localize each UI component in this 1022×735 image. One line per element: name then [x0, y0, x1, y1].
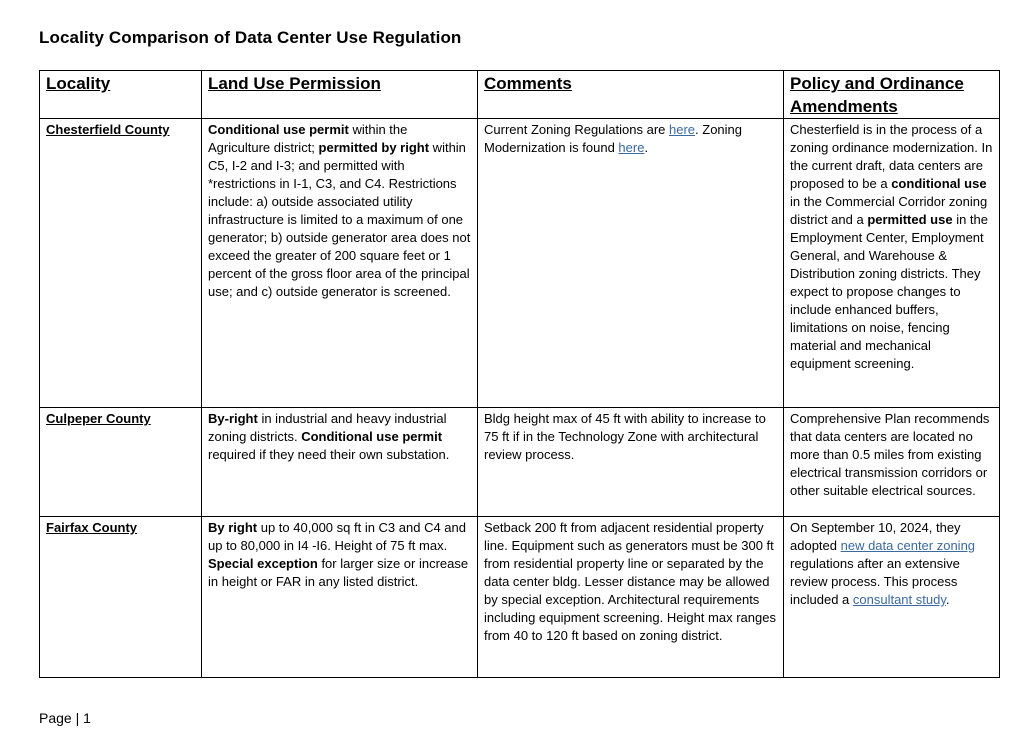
zoning-modernization-link[interactable]: here — [618, 140, 645, 155]
header-locality: Locality — [40, 71, 202, 119]
text-bold: permitted use — [867, 212, 953, 227]
locality-name: Chesterfield County — [46, 122, 170, 137]
text: for larger size or increase in height or FAR in any listed district. — [208, 556, 469, 589]
zoning-regulations-link[interactable]: here — [669, 122, 696, 137]
header-land-use: Land Use Permission — [202, 71, 478, 119]
table-row — [40, 119, 1000, 408]
text: within C5, I-2 and I-3; and permitted with *restrictions in I-1, C3, and C4. Restrictions include: a) outside associated utility infrastructure is limited to a maximum of one generator; b) outside generator area does not exceed the greater of 200 square feet or 1 percent of the gross floor area of the principal use; and c) outside generator is screened. — [208, 140, 471, 299]
table-header-row — [40, 71, 1000, 119]
consultant-study-link[interactable]: consultant study — [852, 592, 946, 607]
header-comments: Comments — [478, 71, 784, 119]
header-policy: Policy and Ordinance Amendments — [784, 71, 1000, 119]
text: up to 40,000 sq ft in C3 and C4 and up to 80,000 in I4 -I6. Height of 75 ft max. — [208, 520, 466, 553]
table-row — [40, 517, 1000, 678]
policy-cell — [784, 517, 1000, 678]
land-use-cell — [202, 517, 478, 678]
locality-name: Culpeper County — [46, 411, 151, 426]
locality-cell — [40, 517, 202, 678]
text: required if they need their own substation. — [208, 447, 450, 462]
text: in industrial and heavy industrial zoning districts. — [208, 411, 447, 444]
locality-cell — [40, 119, 202, 408]
comparison-table — [39, 70, 1000, 678]
text: Bldg height max of 45 ft with ability to increase to 75 ft if in the Technology Zone with architectural review process. — [484, 411, 766, 462]
text-bold: Special exception — [208, 556, 318, 571]
text-bold: By-right — [208, 411, 258, 426]
text: regulations after an extensive review process. This process included a — [790, 556, 960, 607]
data-center-zoning-link[interactable]: new data center zoning — [840, 538, 976, 553]
page-number: Page | 1 — [39, 710, 91, 726]
land-use-cell — [202, 119, 478, 408]
text: . — [945, 592, 950, 607]
policy-cell — [784, 119, 1000, 408]
text: Chesterfield is in the process of a zoning ordinance modernization. In the current draft, data centers are proposed to be a — [790, 122, 993, 191]
text-bold: Conditional use permit — [301, 429, 443, 444]
text: . — [644, 140, 649, 155]
text: within the Agriculture district; — [208, 122, 408, 155]
text: Comprehensive Plan recommends that data centers are located no more than 0.5 miles from existing electrical transmission corridors or other suitable electrical sources. — [790, 411, 990, 498]
text-bold: By right — [208, 520, 258, 535]
text: On September 10, 2024, they adopted — [790, 520, 961, 553]
text-bold: Conditional use permit — [208, 122, 349, 137]
text: . Zoning Modernization is found — [484, 122, 743, 155]
table-row — [40, 408, 1000, 517]
text-bold: conditional use — [891, 176, 987, 191]
comments-cell — [478, 408, 784, 517]
locality-name: Fairfax County — [46, 520, 138, 535]
page-title: Locality Comparison of Data Center Use Regulation — [39, 28, 462, 47]
text-bold: permitted by right — [318, 140, 430, 155]
text: in the Commercial Corridor zoning district and a — [790, 194, 988, 227]
text: Setback 200 ft from adjacent residential property line. Equipment such as generators must be 300 ft from residential property line or separated by the data center bldg. Lesser distance may be allowed by special exception. Architectural requirements including equipment screening. Height max ranges from 40 to 120 ft based on zoning district. — [484, 520, 776, 643]
comments-cell — [478, 517, 784, 678]
land-use-cell — [202, 408, 478, 517]
policy-cell — [784, 408, 1000, 517]
comments-cell — [478, 119, 784, 408]
text: in the Employment Center, Employment General, and Warehouse & Distribution zoning districts. They expect to propose changes to include enhanced buffers, limitations on noise, fencing material and mechanical equipment screening. — [790, 212, 988, 371]
text: Current Zoning Regulations are — [484, 122, 669, 137]
locality-cell — [40, 408, 202, 517]
